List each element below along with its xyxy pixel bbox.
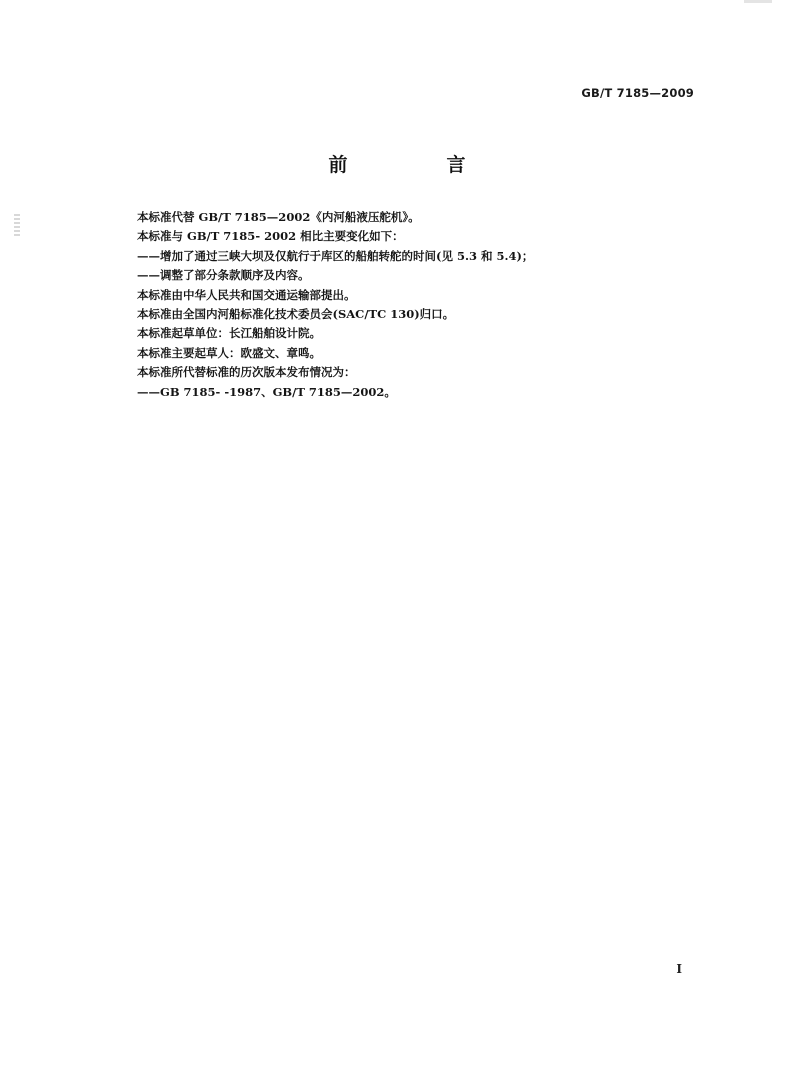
page-number: I [676,962,682,976]
foreword-line: 本标准与 GB/T 7185- 2002 相比主要变化如下： [137,229,404,244]
foreword-line: 本标准由中华人民共和国交通运输部提出。 [137,287,356,302]
foreword-line: 本标准所代替标准的历次版本发布情况为： [137,365,356,380]
foreword-line: 本标准由全国内河船标准化技术委员会(SAC/TC 130)归口。 [137,307,455,322]
standard-code: GB/T 7185—2009 [581,86,694,100]
page-title: 前 言 [328,154,506,176]
scan-artifact [14,214,20,236]
foreword-body [137,208,677,402]
foreword-line: ——调整了部分条款顺序及内容。 [137,268,310,283]
foreword-line: 本标准起草单位：长江船舶设计院。 [137,326,321,341]
foreword-line: 本标准代替 GB/T 7185—2002《内河船液压舵机》。 [137,210,420,224]
scan-artifact [744,0,772,3]
foreword-line: 本标准主要起草人：欧盛文、章鸣。 [137,345,321,360]
foreword-line: ——GB 7185- -1987、GB/T 7185—2002。 [137,384,396,399]
foreword-line: ——增加了通过三峡大坝及仅航行于库区的船舶转舵的时间(见 5.3 和 5.4)； [137,248,534,263]
